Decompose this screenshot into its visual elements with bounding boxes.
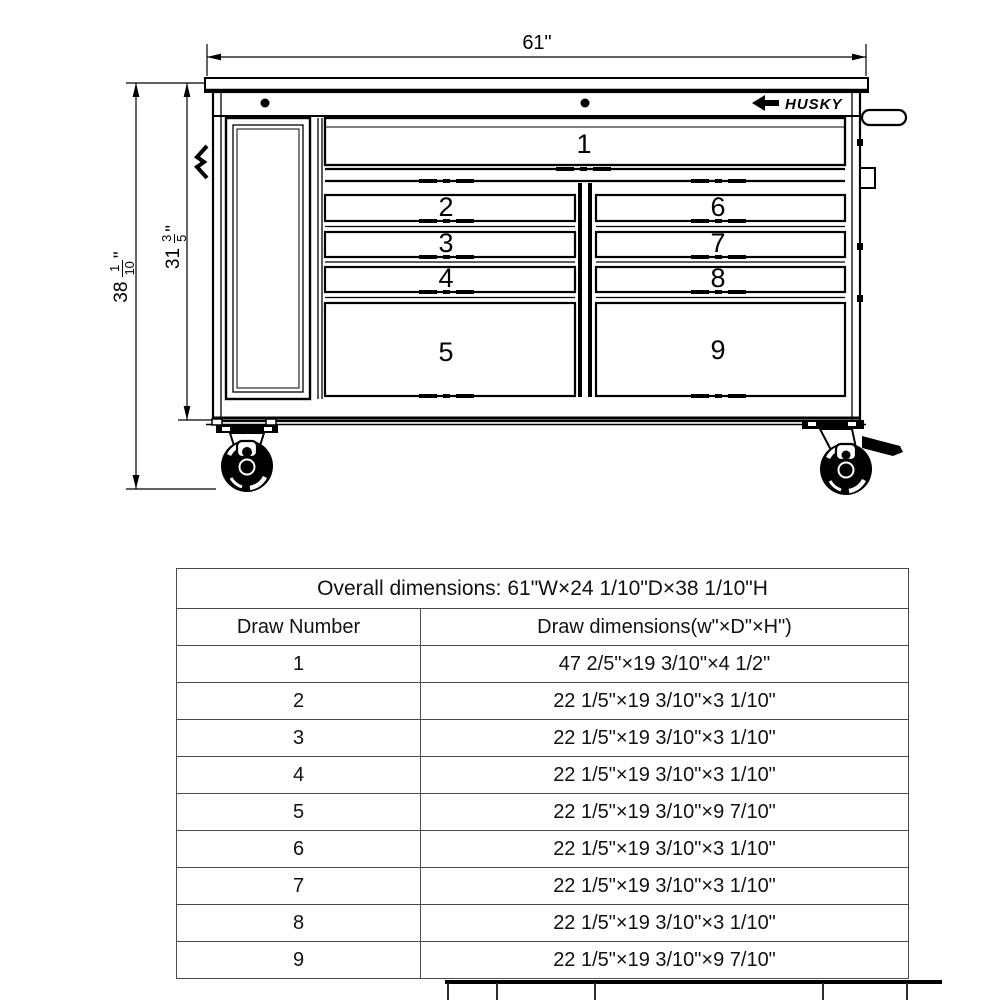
drawer-3 [325,228,575,258]
draw-number-cell: 7 [177,868,421,905]
table-row [177,794,909,831]
draw-number-cell: 5 [177,794,421,831]
drawer-9 [596,303,845,396]
husky-logo-text: HUSKY [785,96,843,113]
draw-dims-cell: 22 1/5"×19 3/10"×3 1/10" [421,757,909,794]
draw-number-cell: 6 [177,831,421,868]
side-handle [862,110,906,125]
drawer-7 [596,228,845,258]
drawer-2 [325,192,575,222]
side-door [226,118,322,399]
draw-dims-cell: 22 1/5"×19 3/10"×9 7/10" [421,942,909,979]
drawer-5 [325,303,575,396]
col-header-draw-number: Draw Number [177,609,421,646]
svg-text:2: 2 [438,192,454,222]
overall-dimensions-cell: Overall dimensions: 61"W×24 1/10"D×38 1/10"H [177,569,909,609]
height-outer-unit: " [111,251,132,259]
height-outer-fraction: 1 10 [106,261,137,276]
draw-number-cell: 1 [177,646,421,683]
partial-table-top-border [445,980,942,984]
draw-number-cell: 9 [177,942,421,979]
table-header-row [177,609,909,646]
cabinet-lid [205,78,868,92]
latch-detail [197,146,207,178]
table-row [177,831,909,868]
svg-text:6: 6 [710,192,726,222]
table-row [177,720,909,757]
draw-number-cell: 4 [177,757,421,794]
width-dim-label: 61" [522,32,552,54]
draw-number-cell: 8 [177,905,421,942]
drawer-6 [596,192,845,222]
height-inner-fraction: 3 5 [158,234,189,242]
svg-text:4: 4 [438,263,454,293]
svg-text:7: 7 [710,228,726,258]
col-header-draw-dimensions: Draw dimensions(w"×D"×H") [421,609,909,646]
table-row [177,646,909,683]
draw-dims-cell: 22 1/5"×19 3/10"×3 1/10" [421,868,909,905]
height-dim-inner-label [156,187,192,307]
svg-text:8: 8 [710,263,726,293]
height-dim-outer-label [104,217,140,337]
brake-lever [862,436,903,456]
dimensions-table [176,568,909,979]
table-row [177,905,909,942]
right-caster-wheel [802,420,903,495]
draw-dims-cell: 22 1/5"×19 3/10"×3 1/10" [421,720,909,757]
svg-text:5: 5 [438,337,454,367]
draw-dims-cell: 22 1/5"×19 3/10"×3 1/10" [421,905,909,942]
draw-dims-cell: 22 1/5"×19 3/10"×9 7/10" [421,794,909,831]
table-row [177,683,909,720]
table-row [177,757,909,794]
svg-text:9: 9 [710,335,726,365]
draw-number-cell: 2 [177,683,421,720]
draw-dims-cell: 47 2/5"×19 3/10"×4 1/2" [421,646,909,683]
drawer-1 [325,118,845,165]
height-inner-unit: " [163,224,184,232]
draw-dims-cell: 22 1/5"×19 3/10"×3 1/10" [421,831,909,868]
height-inner-whole: 31 [163,247,184,270]
draw-number-cell: 3 [177,720,421,757]
left-caster-wheel [212,419,278,492]
svg-text:3: 3 [438,228,454,258]
table-row [177,868,909,905]
table-row [177,942,909,979]
table-row-overall [177,569,909,609]
height-outer-whole: 38 [111,281,132,303]
drawer-8 [596,263,845,293]
drawer-4 [325,263,575,293]
draw-dims-cell: 22 1/5"×19 3/10"×3 1/10" [421,683,909,720]
drawer-1-label: 1 [576,129,592,159]
